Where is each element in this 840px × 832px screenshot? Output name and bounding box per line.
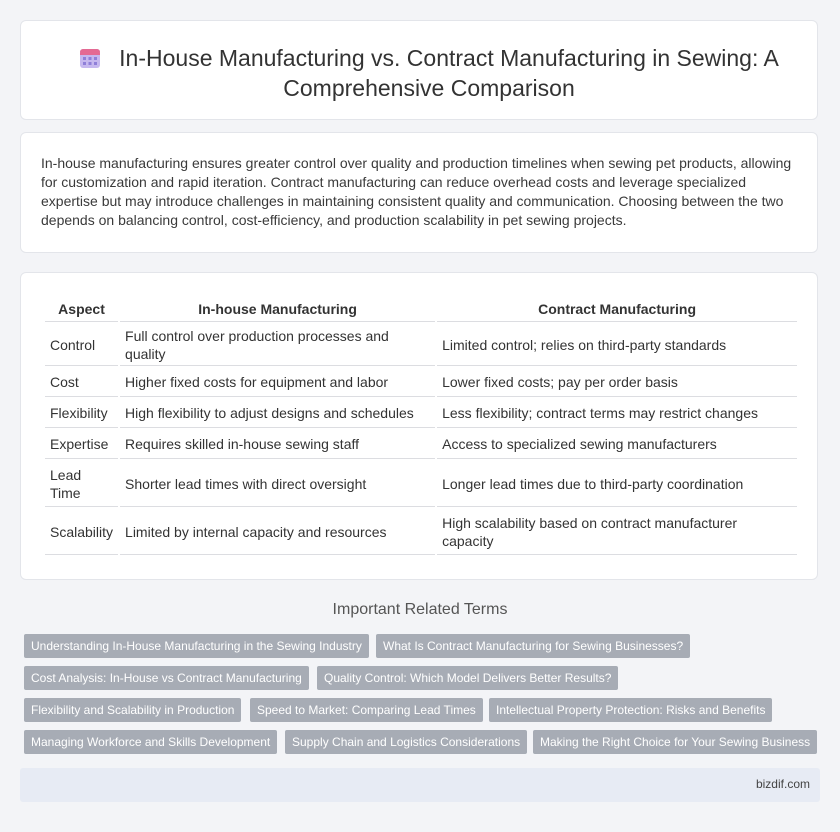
cell-contract: Less flexibility; contract terms may restrict changes — [437, 399, 797, 428]
header-in-house: In-house Manufacturing — [120, 297, 435, 322]
cell-aspect: Flexibility — [45, 399, 118, 428]
calendar-icon — [79, 46, 101, 68]
table-row — [45, 399, 797, 428]
cell-in-house: High flexibility to adjust designs and schedules — [120, 399, 435, 428]
cell-in-house: Requires skilled in-house sewing staff — [120, 430, 435, 459]
intro-card — [20, 132, 818, 253]
related-tag[interactable]: Speed to Market: Comparing Lead Times — [250, 698, 483, 722]
table-row — [45, 430, 797, 459]
intro-paragraph: In-house manufacturing ensures greater control over quality and production timelines when sewing pet products, allowing for customization and rapid iteration. Contract manufacturing can reduce overhead costs and leverage specialized expertise but may introduce challenges in maintaining consistent quality and communication. Choosing between the two depends on balancing control, cost-efficiency, and production scalability in pet sewing projects. — [41, 155, 792, 228]
comparison-card — [20, 272, 818, 580]
cell-in-house: Limited by internal capacity and resources — [120, 509, 435, 555]
table-row — [45, 509, 797, 555]
table-row — [45, 324, 797, 366]
related-tag[interactable]: Supply Chain and Logistics Considerations — [285, 730, 527, 754]
related-tag[interactable]: Intellectual Property Protection: Risks and Benefits — [489, 698, 772, 722]
table-row — [45, 368, 797, 397]
related-tag[interactable]: Cost Analysis: In-House vs Contract Manufacturing — [24, 666, 309, 690]
cell-in-house: Full control over production processes and quality — [120, 324, 435, 366]
related-tag[interactable]: What Is Contract Manufacturing for Sewing Businesses? — [376, 634, 690, 658]
cell-in-house: Higher fixed costs for equipment and labor — [120, 368, 435, 397]
related-tag[interactable]: Quality Control: Which Model Delivers Better Results? — [317, 666, 618, 690]
footer — [20, 768, 820, 802]
cell-contract: Access to specialized sewing manufacturers — [437, 430, 797, 459]
header-aspect: Aspect — [45, 297, 118, 322]
cell-aspect: Lead Time — [45, 461, 118, 507]
related-tag[interactable]: Understanding In-House Manufacturing in the Sewing Industry — [24, 634, 369, 658]
title-card — [20, 20, 818, 120]
cell-aspect: Scalability — [45, 509, 118, 555]
cell-in-house: Shorter lead times with direct oversight — [120, 461, 435, 507]
page-title: In-House Manufacturing vs. Contract Manufacturing in Sewing: A Comprehensive Comparison — [119, 45, 779, 101]
cell-aspect: Control — [45, 324, 118, 366]
related-tag[interactable]: Managing Workforce and Skills Development — [24, 730, 277, 754]
table-header-row — [45, 297, 797, 322]
cell-aspect: Cost — [45, 368, 118, 397]
cell-contract: Longer lead times due to third-party coordination — [437, 461, 797, 507]
related-tag[interactable]: Making the Right Choice for Your Sewing Business — [533, 730, 817, 754]
header-contract: Contract Manufacturing — [437, 297, 797, 322]
table-row — [45, 461, 797, 507]
cell-contract: Limited control; relies on third-party standards — [437, 324, 797, 366]
footer-site-link[interactable]: bizdif.com — [755, 777, 810, 791]
cell-aspect: Expertise — [45, 430, 118, 459]
related-terms-title: Important Related Terms — [332, 601, 508, 618]
related-tag[interactable]: Flexibility and Scalability in Production — [24, 698, 241, 722]
comparison-table — [43, 295, 799, 557]
cell-contract: Lower fixed costs; pay per order basis — [437, 368, 797, 397]
cell-contract: High scalability based on contract manufacturer capacity — [437, 509, 797, 555]
page-title-wrap — [61, 43, 797, 103]
